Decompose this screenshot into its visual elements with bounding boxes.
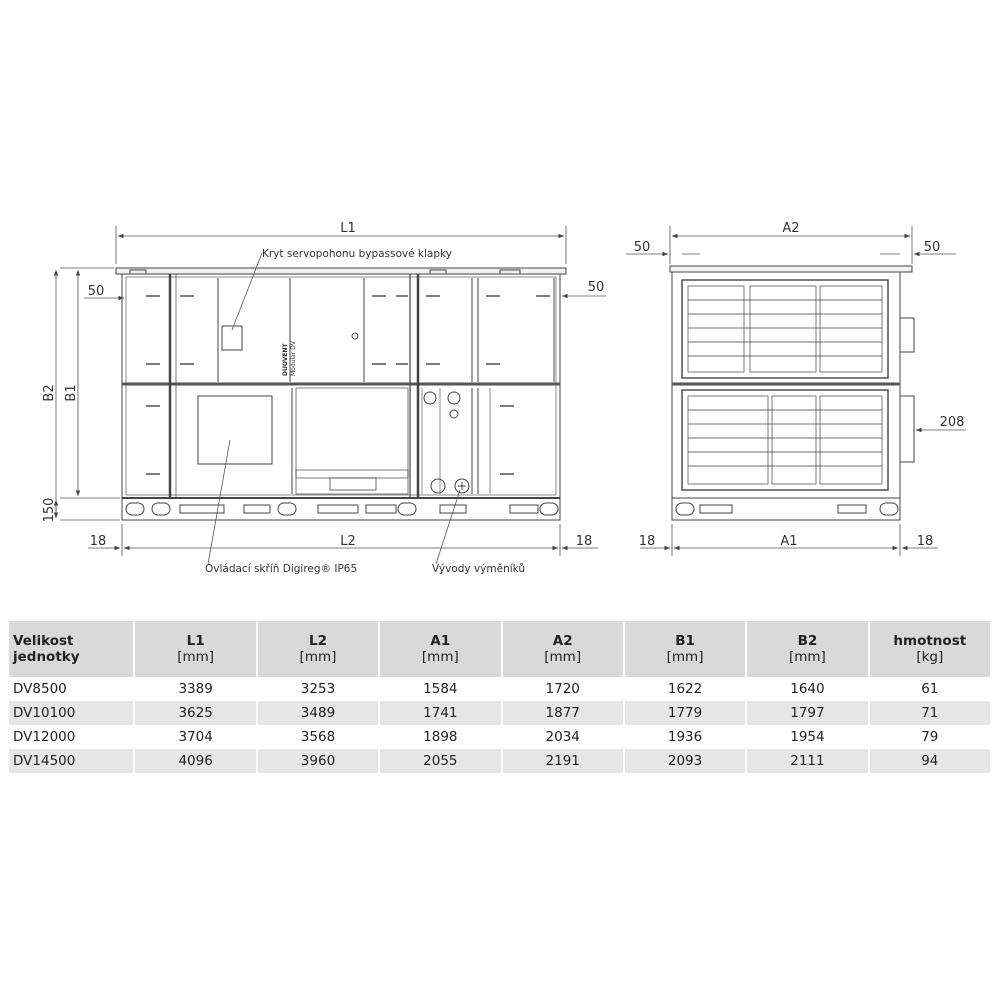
table-row: [9, 749, 990, 773]
cell-A2: 1877: [503, 701, 623, 725]
col-header-A2: A2 [mm]: [503, 621, 623, 677]
table-header-row: [9, 621, 990, 677]
cell-L2: 3960: [258, 749, 378, 773]
dim-base-height: 150: [42, 497, 57, 523]
dim-B1: B1: [64, 384, 79, 402]
dim-side-left-offset: 50: [633, 240, 651, 255]
cell-B1: 1622: [667, 681, 703, 697]
cell-A2: 2191: [503, 749, 623, 773]
cell-L2: 3253: [300, 681, 336, 697]
dim-front-right-offset: 50: [587, 280, 605, 295]
col-header-weight: hmotnost [kg]: [870, 621, 990, 677]
cell-L2: 3489: [258, 701, 378, 725]
cell-A1: 1898: [423, 729, 458, 745]
cell-A2: 2034: [545, 729, 580, 745]
cell-size: DV12000: [13, 729, 76, 745]
callout-control-box: Ovládací skříň Digireg® IP65: [205, 563, 358, 575]
col-header-L1: L1 [mm]: [135, 621, 255, 677]
dim-side-left-end: 18: [638, 534, 656, 549]
brand-label: DUOVENT: [282, 343, 289, 376]
cell-A2: 1720: [545, 681, 580, 697]
dim-L2: L2: [340, 534, 356, 549]
dim-side-right-offset: 50: [923, 240, 941, 255]
cell-L1: 3704: [178, 729, 213, 745]
cell-A1: 1741: [380, 701, 500, 725]
cell-B2: 1797: [747, 701, 867, 725]
cell-B1: 2093: [625, 749, 745, 773]
cell-weight: 79: [921, 729, 939, 745]
cell-size: DV10100: [9, 701, 133, 725]
cell-A1: 1584: [423, 681, 458, 697]
cell-B2: 1640: [790, 681, 825, 697]
dim-side-right-end: 18: [916, 534, 934, 549]
cell-B2: 1954: [790, 729, 825, 745]
cell-A1: 2055: [380, 749, 500, 773]
callout-bypass-cover: Kryt servopohonu bypassové klapky: [262, 248, 452, 260]
dim-A1: A1: [780, 534, 798, 549]
cell-weight: 94: [870, 749, 990, 773]
cell-weight: 71: [870, 701, 990, 725]
dim-front-left-offset: 50: [87, 284, 105, 299]
dimensions-table: [7, 621, 992, 773]
table-row: [9, 725, 990, 749]
table-row: [9, 677, 990, 701]
cell-weight: 61: [921, 681, 939, 697]
cell-size: DV14500: [9, 749, 133, 773]
cell-L1: 4096: [135, 749, 255, 773]
callout-exchanger-outlets: Vývody výměníků: [432, 563, 526, 575]
cell-B2: 2111: [747, 749, 867, 773]
cell-size: DV8500: [13, 681, 67, 697]
table-row: [9, 701, 990, 725]
dim-A2: A2: [782, 221, 800, 236]
dim-front-right-end: 18: [575, 534, 593, 549]
cell-L1: 3389: [178, 681, 213, 697]
dim-L1: L1: [340, 221, 356, 236]
dim-front-left-end: 18: [89, 534, 107, 549]
col-header-size: Velikost jednotky: [9, 621, 133, 677]
col-header-A1: A1 [mm]: [380, 621, 500, 677]
table-body: [9, 677, 990, 773]
cell-B1: 1936: [667, 729, 703, 745]
front-view: [116, 268, 566, 520]
col-header-B2: B2 [mm]: [747, 621, 867, 677]
cell-L2: 3568: [300, 729, 336, 745]
side-view: [670, 266, 914, 520]
cell-B1: 1779: [625, 701, 745, 725]
dim-side-box-offset: 208: [939, 415, 965, 430]
cell-L1: 3625: [135, 701, 255, 725]
dim-B2: B2: [42, 384, 57, 402]
model-label: Modular DV: [290, 341, 297, 376]
col-header-B1: B1 [mm]: [625, 621, 745, 677]
col-header-L2: L2 [mm]: [258, 621, 378, 677]
